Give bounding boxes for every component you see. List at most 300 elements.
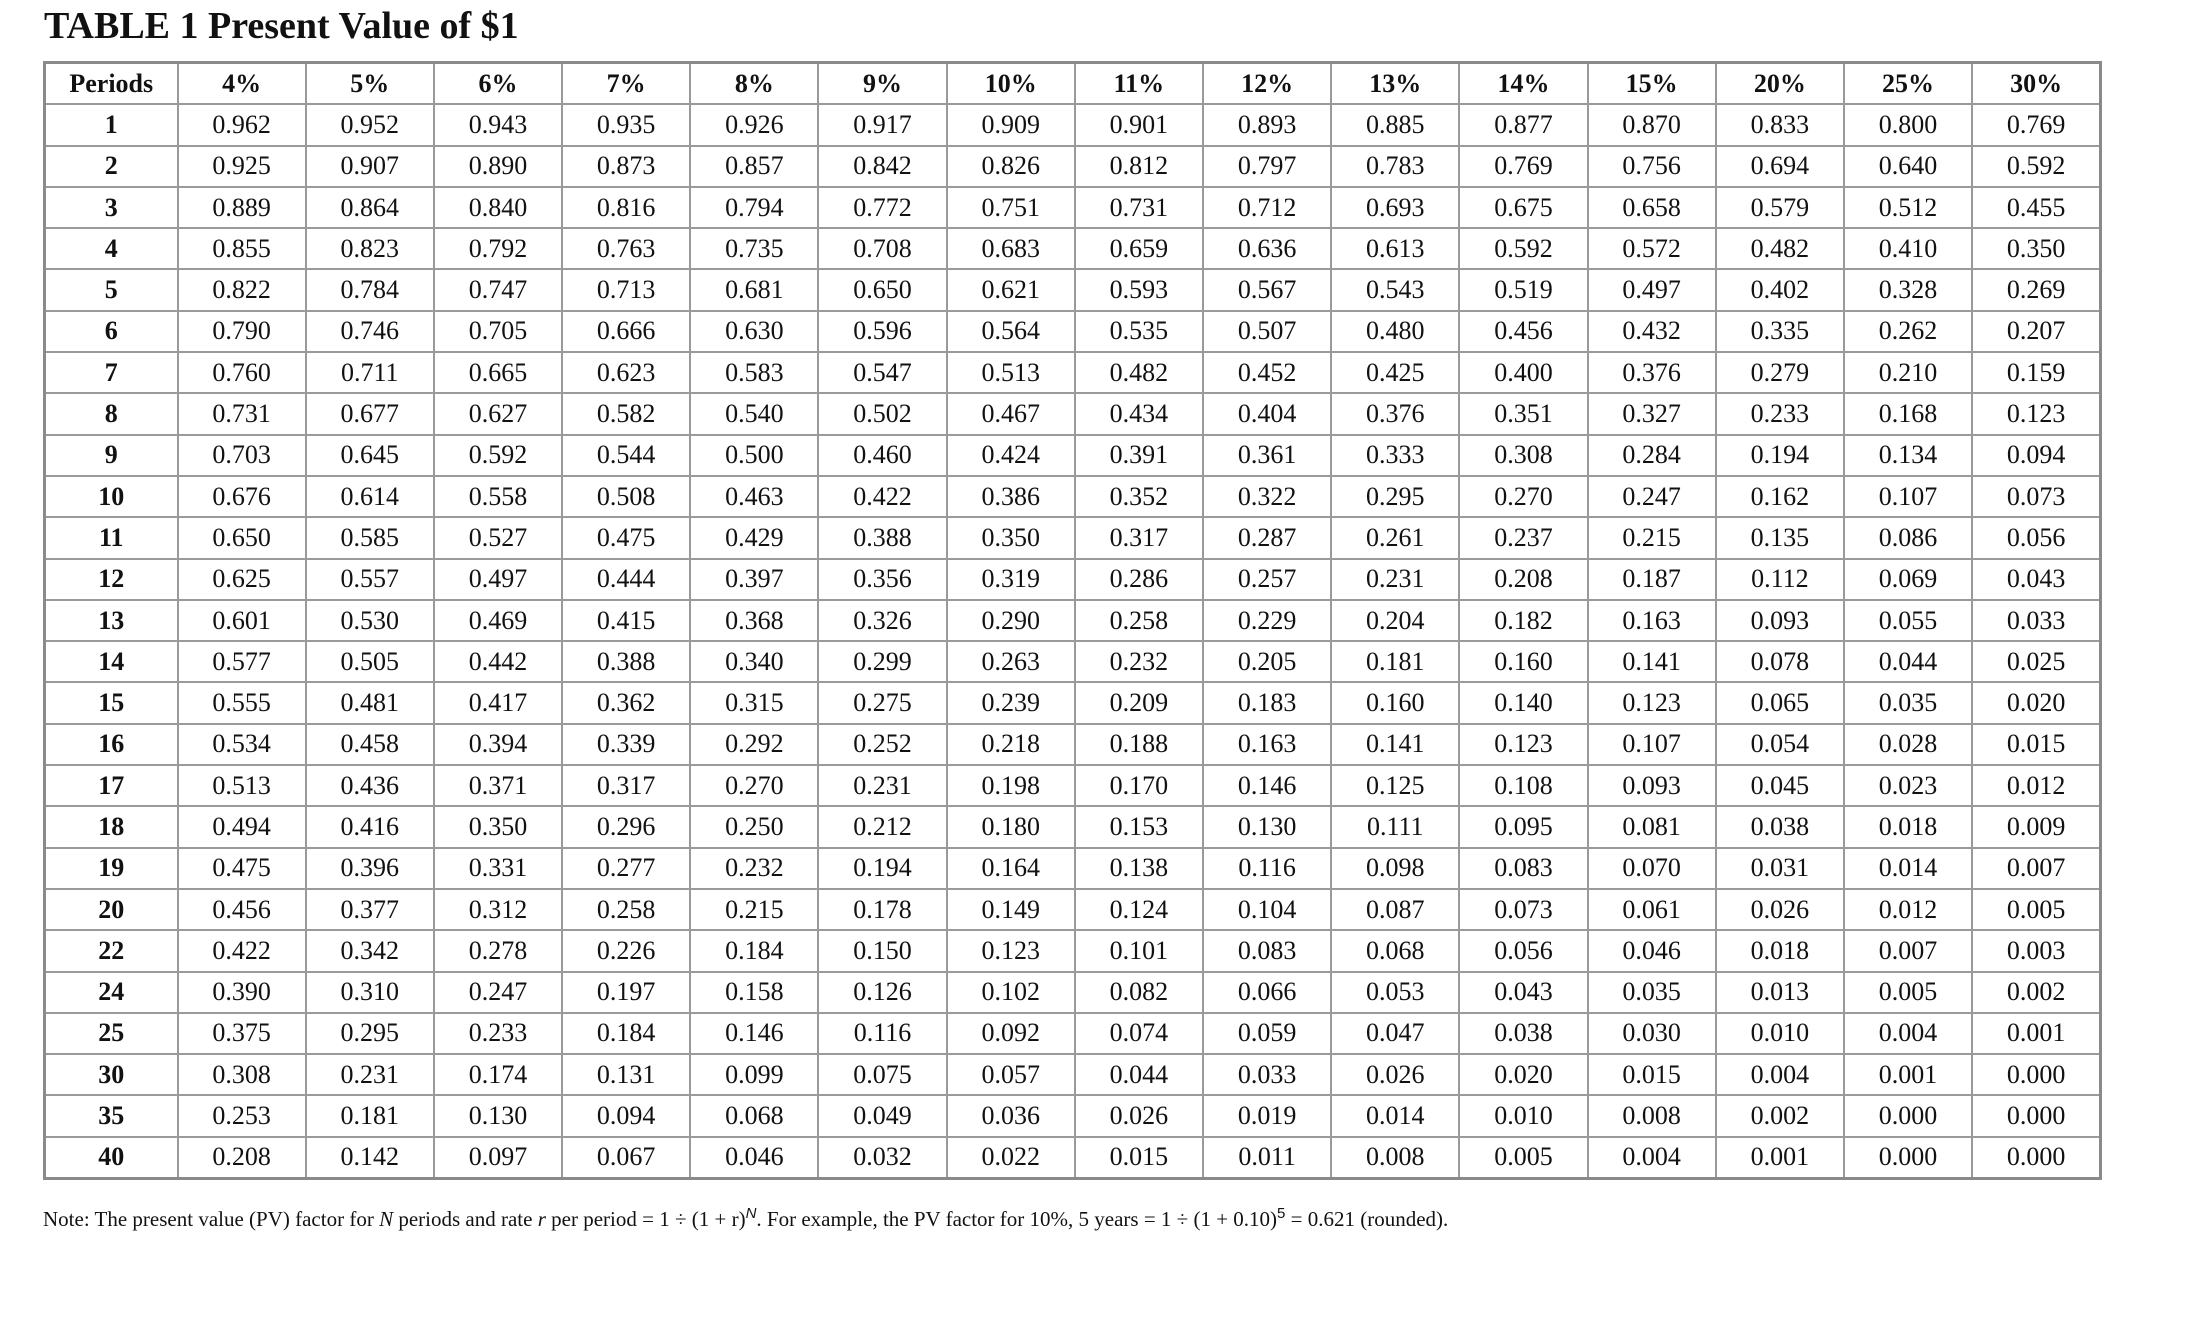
pv-factor-cell: 0.362 (562, 682, 690, 723)
pv-factor-cell: 0.376 (1331, 393, 1459, 434)
pv-factor-cell: 0.287 (1203, 517, 1331, 558)
pv-factor-cell: 0.864 (306, 187, 434, 228)
table-row (45, 559, 2101, 600)
pv-factor-cell: 0.111 (1331, 806, 1459, 847)
pv-factor-cell: 0.339 (562, 724, 690, 765)
pv-factor-cell: 0.494 (178, 806, 306, 847)
pv-factor-cell: 0.020 (1459, 1054, 1587, 1095)
pv-factor-cell: 0.505 (306, 641, 434, 682)
pv-factor-cell: 0.377 (306, 889, 434, 930)
pv-factor-cell: 0.286 (1075, 559, 1203, 600)
pv-factor-cell: 0.033 (1203, 1054, 1331, 1095)
pv-factor-cell: 0.925 (178, 146, 306, 187)
pv-factor-cell: 0.596 (818, 311, 946, 352)
pv-factor-cell: 0.391 (1075, 435, 1203, 476)
pv-factor-cell: 0.044 (1075, 1054, 1203, 1095)
pv-factor-cell: 0.181 (306, 1095, 434, 1136)
pv-factor-cell: 0.043 (1459, 972, 1587, 1013)
table-row (45, 972, 2101, 1013)
note-text-2: periods and rate (393, 1207, 538, 1231)
pv-factor-cell: 0.703 (178, 435, 306, 476)
pv-factor-cell: 0.208 (1459, 559, 1587, 600)
pv-factor-cell: 0.290 (947, 600, 1075, 641)
pv-factor-cell: 0.019 (1203, 1095, 1331, 1136)
pv-factor-cell: 0.659 (1075, 228, 1203, 269)
pv-factor-cell: 0.046 (690, 1137, 818, 1179)
pv-factor-cell: 0.231 (1331, 559, 1459, 600)
pv-factor-cell: 0.022 (947, 1137, 1075, 1179)
present-value-table (43, 61, 2102, 1180)
pv-factor-cell: 0.226 (562, 930, 690, 971)
pv-factor-cell: 0.593 (1075, 269, 1203, 310)
pv-factor-cell: 0.184 (690, 930, 818, 971)
period-cell: 3 (45, 187, 178, 228)
pv-factor-cell: 0.010 (1459, 1095, 1587, 1136)
pv-factor-cell: 0.112 (1716, 559, 1844, 600)
pv-factor-cell: 0.081 (1588, 806, 1716, 847)
pv-factor-cell: 0.279 (1716, 352, 1844, 393)
pv-factor-cell: 0.613 (1331, 228, 1459, 269)
pv-factor-cell: 0.215 (1588, 517, 1716, 558)
pv-factor-cell: 0.250 (690, 806, 818, 847)
pv-factor-cell: 0.028 (1844, 724, 1972, 765)
pv-factor-cell: 0.335 (1716, 311, 1844, 352)
pv-factor-cell: 0.026 (1716, 889, 1844, 930)
pv-factor-cell: 0.012 (1844, 889, 1972, 930)
pv-factor-cell: 0.840 (434, 187, 562, 228)
pv-factor-cell: 0.792 (434, 228, 562, 269)
pv-factor-cell: 0.436 (306, 765, 434, 806)
period-cell: 25 (45, 1013, 178, 1054)
pv-factor-cell: 0.187 (1588, 559, 1716, 600)
period-cell: 16 (45, 724, 178, 765)
pv-factor-cell: 0.962 (178, 104, 306, 145)
table-row (45, 1095, 2101, 1136)
pv-factor-cell: 0.036 (947, 1095, 1075, 1136)
pv-factor-cell: 0.308 (1459, 435, 1587, 476)
pv-factor-cell: 0.170 (1075, 765, 1203, 806)
pv-factor-cell: 0.180 (947, 806, 1075, 847)
pv-factor-cell: 0.056 (1459, 930, 1587, 971)
pv-factor-cell: 0.812 (1075, 146, 1203, 187)
table-row (45, 1137, 2101, 1179)
table-row (45, 1013, 2101, 1054)
table-body (45, 104, 2101, 1178)
pv-factor-cell: 0.794 (690, 187, 818, 228)
pv-factor-cell: 0.572 (1588, 228, 1716, 269)
pv-factor-cell: 0.429 (690, 517, 818, 558)
pv-factor-cell: 0.400 (1459, 352, 1587, 393)
pv-factor-cell: 0.130 (434, 1095, 562, 1136)
pv-factor-cell: 0.535 (1075, 311, 1203, 352)
pv-factor-cell: 0.070 (1588, 848, 1716, 889)
pv-factor-cell: 0.092 (947, 1013, 1075, 1054)
pv-factor-cell: 0.650 (818, 269, 946, 310)
pv-factor-cell: 0.475 (562, 517, 690, 558)
pv-factor-cell: 0.003 (1972, 930, 2100, 971)
pv-factor-cell: 0.747 (434, 269, 562, 310)
header-rate: 6% (434, 63, 562, 105)
pv-factor-cell: 0.368 (690, 600, 818, 641)
pv-factor-cell: 0.061 (1588, 889, 1716, 930)
pv-factor-cell: 0.422 (818, 476, 946, 517)
pv-factor-cell: 0.000 (1844, 1095, 1972, 1136)
pv-factor-cell: 0.326 (818, 600, 946, 641)
pv-factor-cell: 0.319 (947, 559, 1075, 600)
pv-factor-cell: 0.735 (690, 228, 818, 269)
pv-factor-cell: 0.833 (1716, 104, 1844, 145)
pv-factor-cell: 0.469 (434, 600, 562, 641)
pv-factor-cell: 0.093 (1716, 600, 1844, 641)
note-text-4: . For example, the PV factor for 10%, 5 years = 1 ÷ (1 + 0.10) (756, 1207, 1278, 1231)
pv-factor-cell: 0.098 (1331, 848, 1459, 889)
pv-factor-cell: 0.158 (690, 972, 818, 1013)
pv-factor-cell: 0.482 (1075, 352, 1203, 393)
pv-factor-cell: 0.270 (690, 765, 818, 806)
period-cell: 15 (45, 682, 178, 723)
header-rate: 9% (818, 63, 946, 105)
pv-factor-cell: 0.116 (818, 1013, 946, 1054)
table-row (45, 765, 2101, 806)
pv-factor-cell: 0.456 (178, 889, 306, 930)
pv-factor-cell: 0.000 (1972, 1137, 2100, 1179)
pv-factor-cell: 0.567 (1203, 269, 1331, 310)
pv-factor-cell: 0.000 (1972, 1054, 2100, 1095)
pv-factor-cell: 0.842 (818, 146, 946, 187)
pv-factor-cell: 0.681 (690, 269, 818, 310)
pv-factor-cell: 0.049 (818, 1095, 946, 1136)
pv-factor-cell: 0.376 (1588, 352, 1716, 393)
pv-factor-cell: 0.233 (434, 1013, 562, 1054)
pv-factor-cell: 0.299 (818, 641, 946, 682)
pv-factor-cell: 0.460 (818, 435, 946, 476)
pv-factor-cell: 0.210 (1844, 352, 1972, 393)
pv-factor-cell: 0.585 (306, 517, 434, 558)
table-row (45, 1054, 2101, 1095)
header-rate: 25% (1844, 63, 1972, 105)
pv-factor-cell: 0.184 (562, 1013, 690, 1054)
header-rate: 13% (1331, 63, 1459, 105)
pv-factor-cell: 0.422 (178, 930, 306, 971)
pv-factor-cell: 0.340 (690, 641, 818, 682)
pv-factor-cell: 0.331 (434, 848, 562, 889)
pv-factor-cell: 0.371 (434, 765, 562, 806)
table-row (45, 352, 2101, 393)
pv-factor-cell: 0.181 (1331, 641, 1459, 682)
pv-factor-cell: 0.582 (562, 393, 690, 434)
pv-factor-cell: 0.513 (947, 352, 1075, 393)
table-row (45, 311, 2101, 352)
pv-factor-cell: 0.066 (1203, 972, 1331, 1013)
pv-factor-cell: 0.909 (947, 104, 1075, 145)
pv-factor-cell: 0.623 (562, 352, 690, 393)
pv-factor-cell: 0.650 (178, 517, 306, 558)
pv-factor-cell: 0.292 (690, 724, 818, 765)
pv-factor-cell: 0.592 (434, 435, 562, 476)
period-cell: 22 (45, 930, 178, 971)
pv-factor-cell: 0.350 (434, 806, 562, 847)
period-cell: 5 (45, 269, 178, 310)
pv-factor-cell: 0.261 (1331, 517, 1459, 558)
pv-factor-cell: 0.044 (1844, 641, 1972, 682)
pv-factor-cell: 0.007 (1844, 930, 1972, 971)
pv-factor-cell: 0.054 (1716, 724, 1844, 765)
pv-factor-cell: 0.149 (947, 889, 1075, 930)
table-row (45, 930, 2101, 971)
pv-factor-cell: 0.257 (1203, 559, 1331, 600)
pv-factor-cell: 0.046 (1588, 930, 1716, 971)
pv-factor-cell: 0.035 (1588, 972, 1716, 1013)
header-rate: 5% (306, 63, 434, 105)
pv-factor-cell: 0.885 (1331, 104, 1459, 145)
pv-factor-cell: 0.194 (818, 848, 946, 889)
pv-factor-cell: 0.424 (947, 435, 1075, 476)
pv-factor-cell: 0.890 (434, 146, 562, 187)
pv-factor-cell: 0.141 (1331, 724, 1459, 765)
table-row (45, 476, 2101, 517)
pv-factor-cell: 0.026 (1075, 1095, 1203, 1136)
pv-factor-cell: 0.116 (1203, 848, 1331, 889)
pv-factor-cell: 0.020 (1972, 682, 2100, 723)
pv-factor-cell: 0.013 (1716, 972, 1844, 1013)
period-cell: 9 (45, 435, 178, 476)
pv-factor-cell: 0.480 (1331, 311, 1459, 352)
pv-factor-cell: 0.943 (434, 104, 562, 145)
pv-factor-cell: 0.007 (1972, 848, 2100, 889)
pv-factor-cell: 0.141 (1588, 641, 1716, 682)
pv-factor-cell: 0.073 (1972, 476, 2100, 517)
pv-factor-cell: 0.873 (562, 146, 690, 187)
pv-factor-cell: 0.512 (1844, 187, 1972, 228)
pv-factor-cell: 0.731 (178, 393, 306, 434)
pv-factor-cell: 0.095 (1459, 806, 1587, 847)
pv-factor-cell: 0.059 (1203, 1013, 1331, 1054)
table-row (45, 435, 2101, 476)
pv-factor-cell: 0.000 (1844, 1137, 1972, 1179)
pv-factor-cell: 0.826 (947, 146, 1075, 187)
pv-factor-cell: 0.394 (434, 724, 562, 765)
table-row (45, 682, 2101, 723)
pv-factor-cell: 0.004 (1716, 1054, 1844, 1095)
pv-factor-cell: 0.746 (306, 311, 434, 352)
pv-factor-cell: 0.015 (1075, 1137, 1203, 1179)
pv-factor-cell: 0.057 (947, 1054, 1075, 1095)
pv-factor-cell: 0.893 (1203, 104, 1331, 145)
period-cell: 40 (45, 1137, 178, 1179)
pv-factor-cell: 0.683 (947, 228, 1075, 269)
header-rate: 8% (690, 63, 818, 105)
pv-factor-cell: 0.068 (1331, 930, 1459, 971)
pv-factor-cell: 0.310 (306, 972, 434, 1013)
pv-factor-cell: 0.797 (1203, 146, 1331, 187)
pv-factor-cell: 0.232 (1075, 641, 1203, 682)
pv-factor-cell: 0.182 (1459, 600, 1587, 641)
pv-factor-cell: 0.870 (1588, 104, 1716, 145)
pv-factor-cell: 0.361 (1203, 435, 1331, 476)
pv-factor-cell: 0.857 (690, 146, 818, 187)
pv-factor-cell: 0.627 (434, 393, 562, 434)
table-row (45, 187, 2101, 228)
pv-factor-cell: 0.005 (1972, 889, 2100, 930)
table-row (45, 393, 2101, 434)
pv-factor-cell: 0.694 (1716, 146, 1844, 187)
pv-factor-cell: 0.475 (178, 848, 306, 889)
pv-factor-cell: 0.555 (178, 682, 306, 723)
pv-factor-cell: 0.456 (1459, 311, 1587, 352)
pv-factor-cell: 0.231 (818, 765, 946, 806)
pv-factor-cell: 0.183 (1203, 682, 1331, 723)
period-cell: 18 (45, 806, 178, 847)
pv-factor-cell: 0.258 (1075, 600, 1203, 641)
pv-factor-cell: 0.229 (1203, 600, 1331, 641)
pv-factor-cell: 0.390 (178, 972, 306, 1013)
pv-factor-cell: 0.540 (690, 393, 818, 434)
pv-factor-cell: 0.432 (1588, 311, 1716, 352)
pv-factor-cell: 0.030 (1588, 1013, 1716, 1054)
pv-factor-cell: 0.252 (818, 724, 946, 765)
pv-factor-cell: 0.577 (178, 641, 306, 682)
header-rate: 15% (1588, 63, 1716, 105)
pv-factor-cell: 0.769 (1972, 104, 2100, 145)
pv-factor-cell: 0.763 (562, 228, 690, 269)
pv-factor-cell: 0.160 (1331, 682, 1459, 723)
pv-factor-cell: 0.534 (178, 724, 306, 765)
pv-factor-cell: 0.138 (1075, 848, 1203, 889)
pv-factor-cell: 0.163 (1588, 600, 1716, 641)
period-cell: 20 (45, 889, 178, 930)
pv-factor-cell: 0.056 (1972, 517, 2100, 558)
pv-factor-cell: 0.497 (1588, 269, 1716, 310)
pv-factor-cell: 0.159 (1972, 352, 2100, 393)
header-rate: 14% (1459, 63, 1587, 105)
pv-factor-cell: 0.907 (306, 146, 434, 187)
pv-factor-cell: 0.126 (818, 972, 946, 1013)
pv-factor-cell: 0.458 (306, 724, 434, 765)
header-rate: 30% (1972, 63, 2100, 105)
note-var-n: N (379, 1207, 394, 1231)
pv-factor-cell: 0.047 (1331, 1013, 1459, 1054)
pv-factor-cell: 0.000 (1972, 1095, 2100, 1136)
pv-factor-cell: 0.237 (1459, 517, 1587, 558)
pv-factor-cell: 0.284 (1588, 435, 1716, 476)
pv-factor-cell: 0.094 (1972, 435, 2100, 476)
pv-factor-cell: 0.544 (562, 435, 690, 476)
header-rate: 4% (178, 63, 306, 105)
pv-factor-cell: 0.592 (1459, 228, 1587, 269)
pv-factor-cell: 0.178 (818, 889, 946, 930)
pv-factor-cell: 0.308 (178, 1054, 306, 1095)
pv-factor-cell: 0.455 (1972, 187, 2100, 228)
pv-factor-cell: 0.327 (1588, 393, 1716, 434)
pv-factor-cell: 0.614 (306, 476, 434, 517)
pv-factor-cell: 0.068 (690, 1095, 818, 1136)
pv-factor-cell: 0.322 (1203, 476, 1331, 517)
pv-factor-cell: 0.026 (1331, 1054, 1459, 1095)
pv-factor-cell: 0.415 (562, 600, 690, 641)
pv-factor-cell: 0.713 (562, 269, 690, 310)
pv-factor-cell: 0.452 (1203, 352, 1331, 393)
pv-factor-cell: 0.002 (1716, 1095, 1844, 1136)
pv-factor-cell: 0.174 (434, 1054, 562, 1095)
pv-factor-cell: 0.508 (562, 476, 690, 517)
pv-factor-cell: 0.014 (1331, 1095, 1459, 1136)
pv-factor-cell: 0.269 (1972, 269, 2100, 310)
pv-factor-cell: 0.083 (1459, 848, 1587, 889)
pv-factor-cell: 0.410 (1844, 228, 1972, 269)
pv-factor-cell: 0.131 (562, 1054, 690, 1095)
pv-factor-cell: 0.012 (1972, 765, 2100, 806)
pv-factor-cell: 0.004 (1588, 1137, 1716, 1179)
pv-factor-cell: 0.705 (434, 311, 562, 352)
pv-factor-cell: 0.388 (818, 517, 946, 558)
pv-factor-cell: 0.275 (818, 682, 946, 723)
period-cell: 1 (45, 104, 178, 145)
period-cell: 30 (45, 1054, 178, 1095)
pv-factor-cell: 0.102 (947, 972, 1075, 1013)
pv-factor-cell: 0.025 (1972, 641, 2100, 682)
header-rate: 11% (1075, 63, 1203, 105)
pv-factor-cell: 0.082 (1075, 972, 1203, 1013)
pv-factor-cell: 0.497 (434, 559, 562, 600)
pv-factor-cell: 0.099 (690, 1054, 818, 1095)
pv-factor-cell: 0.425 (1331, 352, 1459, 393)
pv-factor-cell: 0.231 (306, 1054, 434, 1095)
note-text-3: per period = 1 ÷ (1 + r) (545, 1207, 746, 1231)
pv-factor-cell: 0.527 (434, 517, 562, 558)
pv-factor-cell: 0.134 (1844, 435, 1972, 476)
pv-factor-cell: 0.543 (1331, 269, 1459, 310)
period-cell: 8 (45, 393, 178, 434)
pv-factor-cell: 0.005 (1844, 972, 1972, 1013)
pv-factor-cell: 0.083 (1203, 930, 1331, 971)
period-cell: 11 (45, 517, 178, 558)
pv-factor-cell: 0.198 (947, 765, 1075, 806)
pv-factor-cell: 0.482 (1716, 228, 1844, 269)
pv-factor-cell: 0.205 (1203, 641, 1331, 682)
pv-factor-cell: 0.247 (1588, 476, 1716, 517)
period-cell: 14 (45, 641, 178, 682)
pv-factor-cell: 0.790 (178, 311, 306, 352)
pv-factor-cell: 0.519 (1459, 269, 1587, 310)
header-rate: 10% (947, 63, 1075, 105)
pv-factor-cell: 0.038 (1459, 1013, 1587, 1054)
pv-factor-cell: 0.204 (1331, 600, 1459, 641)
pv-factor-cell: 0.665 (434, 352, 562, 393)
pv-factor-cell: 0.164 (947, 848, 1075, 889)
pv-factor-cell: 0.317 (562, 765, 690, 806)
pv-factor-cell: 0.621 (947, 269, 1075, 310)
pv-factor-cell: 0.583 (690, 352, 818, 393)
pv-factor-cell: 0.502 (818, 393, 946, 434)
pv-factor-cell: 0.002 (1972, 972, 2100, 1013)
pv-factor-cell: 0.078 (1716, 641, 1844, 682)
pv-factor-cell: 0.215 (690, 889, 818, 930)
pv-factor-cell: 0.397 (690, 559, 818, 600)
table-row (45, 848, 2101, 889)
pv-factor-cell: 0.125 (1331, 765, 1459, 806)
period-cell: 7 (45, 352, 178, 393)
pv-factor-cell: 0.901 (1075, 104, 1203, 145)
pv-factor-cell: 0.277 (562, 848, 690, 889)
pv-factor-cell: 0.093 (1588, 765, 1716, 806)
pv-factor-cell: 0.045 (1716, 765, 1844, 806)
pv-factor-cell: 0.067 (562, 1137, 690, 1179)
pv-factor-cell: 0.601 (178, 600, 306, 641)
table-row (45, 600, 2101, 641)
pv-factor-cell: 0.140 (1459, 682, 1587, 723)
period-cell: 13 (45, 600, 178, 641)
pv-factor-cell: 0.150 (818, 930, 946, 971)
